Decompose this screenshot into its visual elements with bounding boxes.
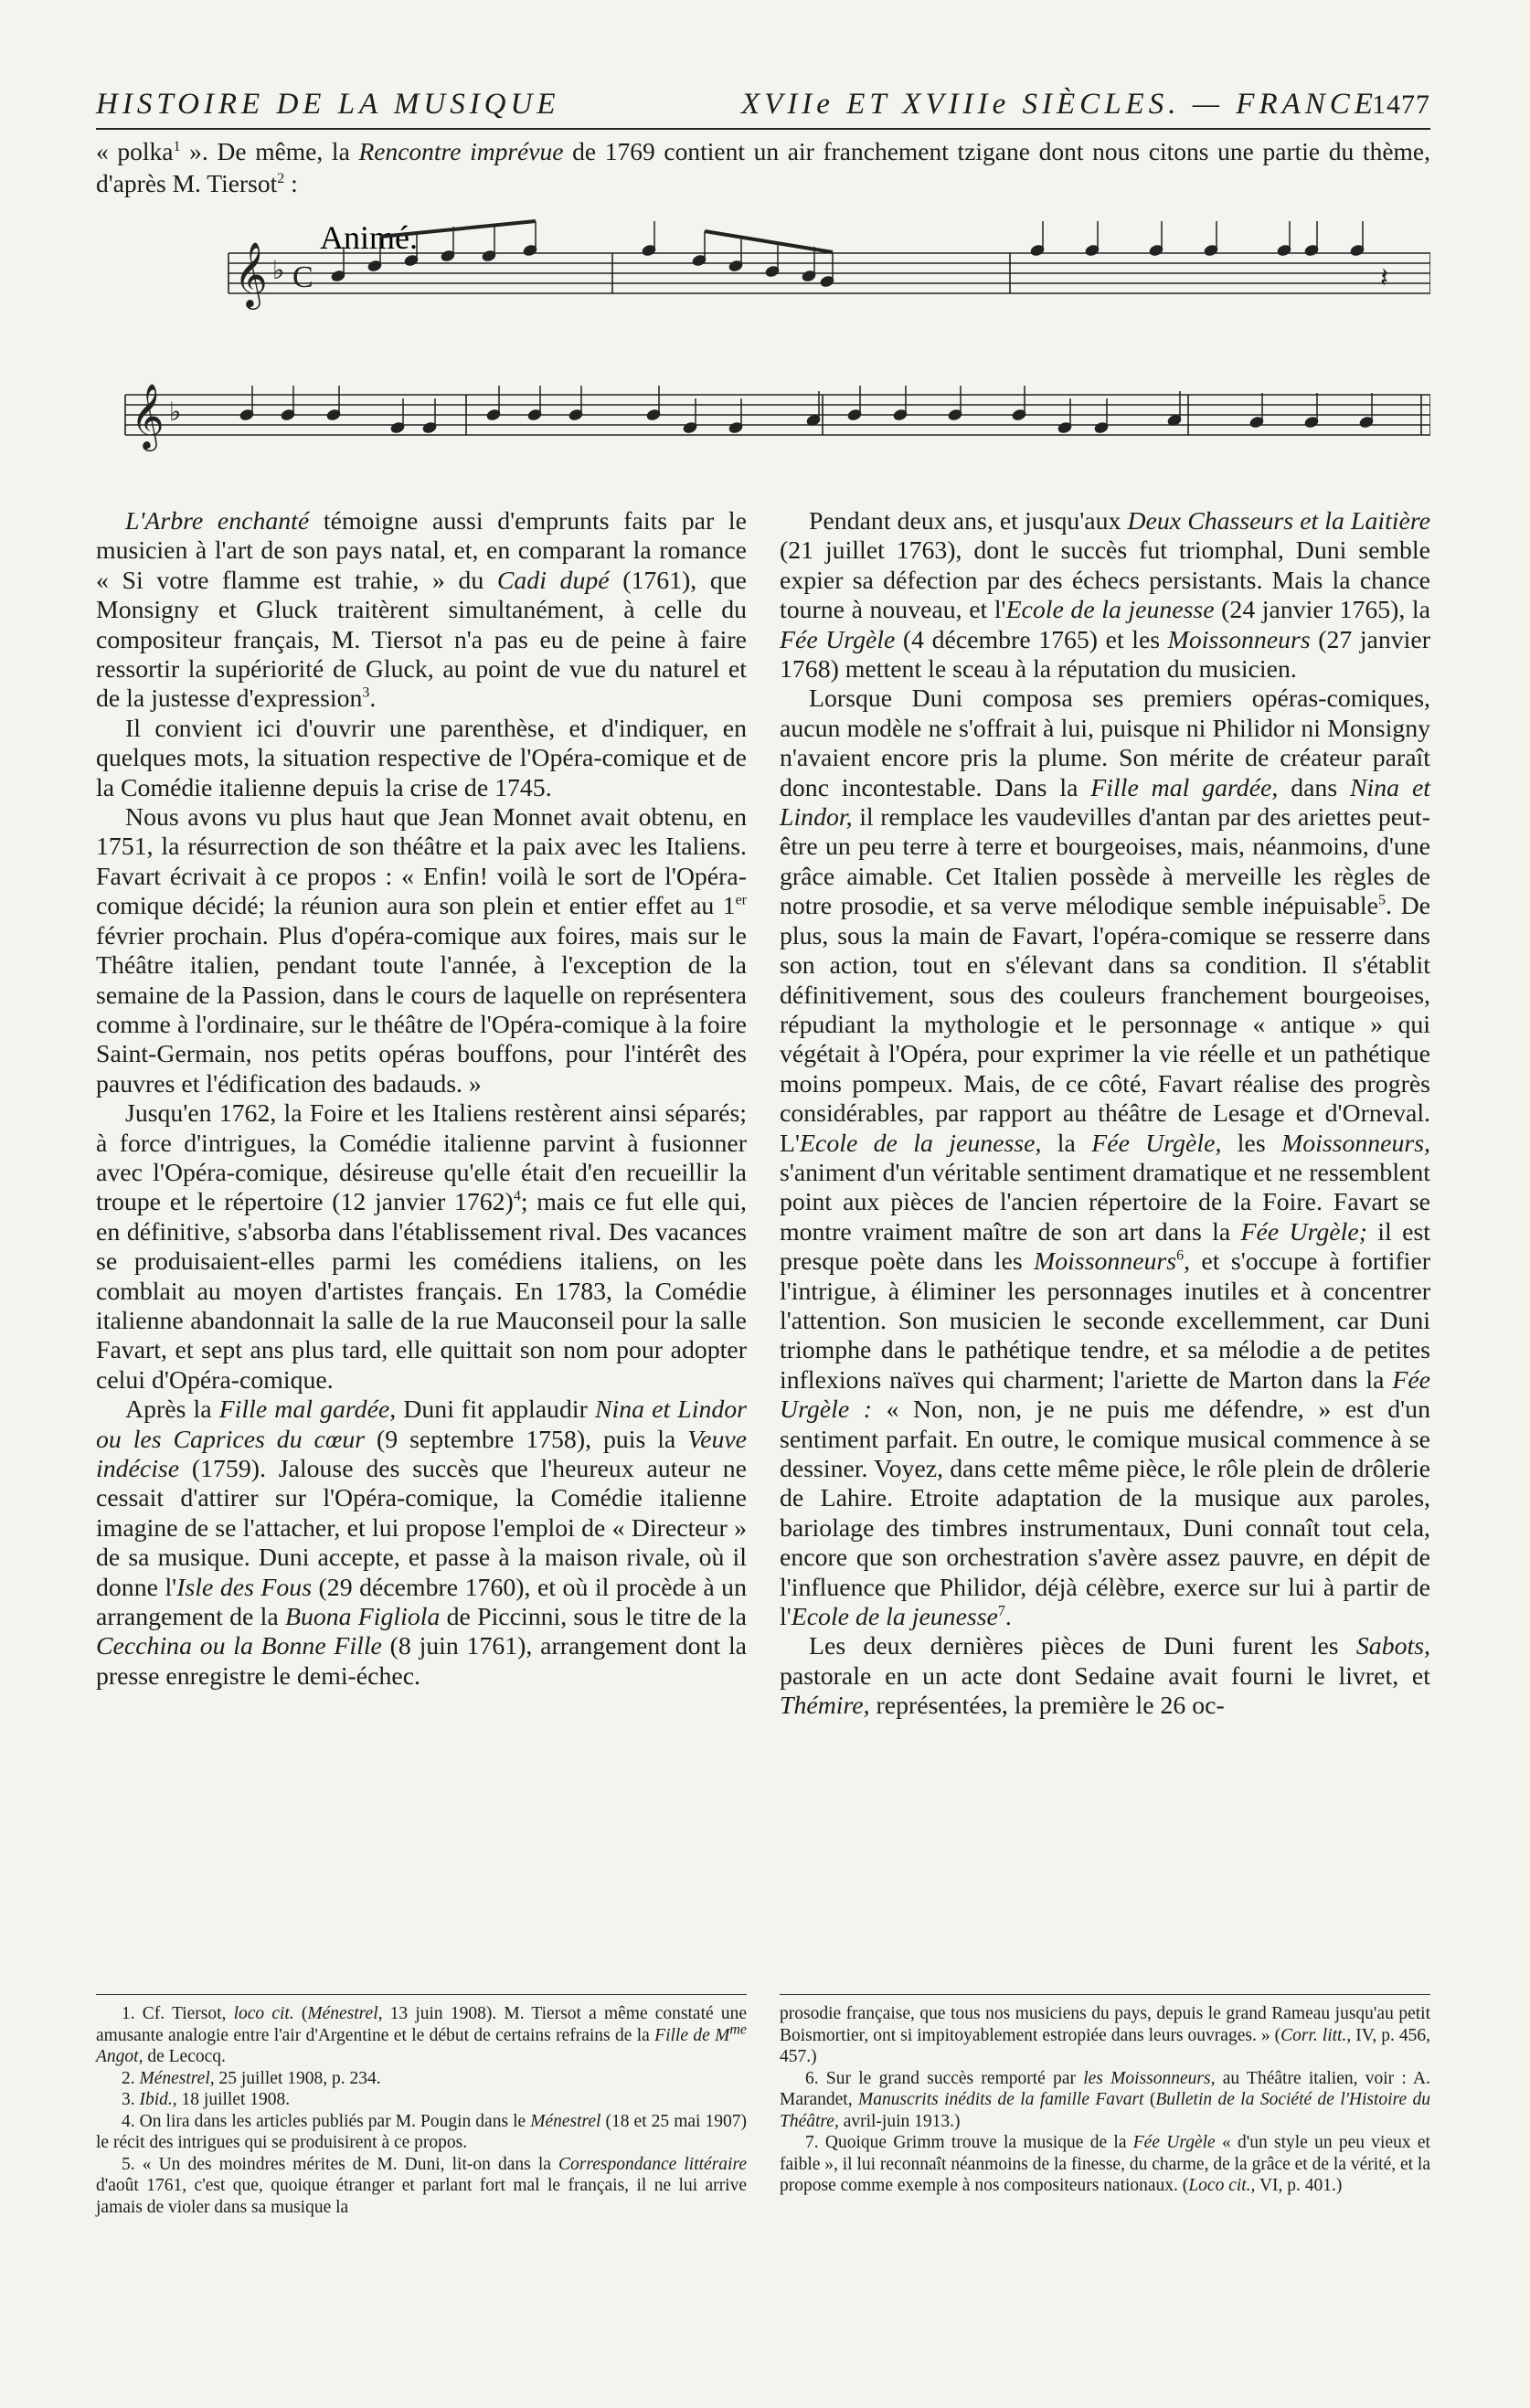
left-footnotes: 1. Cf. Tiersot, loco cit. (Ménestrel, 13 juin 1908). M. Tiersot a même constaté une amusante analogie entre l'air d'Argentine et le début de certains refrains de la Fille de $M^{me}$ Angot, de Lecocq. 2. Ménestrel, 25 juillet 1908, p. 234. 3. Ibid., 18 juillet 1908. 4. On lira dans les articles publiés par M. Pougin dans le Ménestrel (18 et 25 mai 1907) le récit des intrigues qui se produisirent à ce propos. 5. « Un des moindres mérites de M. Duni, lit-on dans la Correspondance littéraire d'août 1761, c'est que, quoique étranger et parlant fort mal le français, il ne lui arrive jamais de violer dans sa musique la [96,2004,748,2217]
intro-paragraph: « polka$^1$ ». De même, la Rencontre imprévue de 1769 contient un air franchement tzigane dont nous citons une partie du thème, d'après M. Tiersot$^2$ : [96,137,1431,197]
left-column: L'Arbre enchanté témoigne aussi d'emprunts faits par le musicien à l'art de son pays natal, et, en comparant la romance « Si votre flamme est trahie, » du Cadi dupé (1761), que Monsigny et Gluck traitèrent simultanément, à celle du compositeur français, M. Tiersot n'a pas eu de peine à faire ressortir la supériorité de Gluck, au point de vue du naturel et de la justesse d'expression$^3$. Il convient ici d'ouvrir une parenthèse, et d'indiquer, en quelques mots, la situation respective de l'Opéra-comique et de la Comédie italienne depuis la crise de 1745. Nous avons vu plus haut que Jean Monnet avait obtenu, en 1751, la résurrection de son théâtre et la paix avec les Italiens. Favart écrivait à ce propos : « Enfin! voilà le sort de l'Opéra-comique décidé; la réunion aura son plein et entier effet au 1er février prochain. Plus d'opéra-comique aux foires, mais sur le Théâtre italien, pendant toute l'année, à l'exception de la semaine de la Passion, dans le cours de laquelle on représentera comme à l'ordinaire, sur le théâtre de l'Opéra-comique à la foire Saint-Germain, nos petits opéras bouffons, pour l'intérêt des pauvres et l'édification des badauds. » Jusqu'en 1762, la Foire et les Italiens restèrent ainsi séparés; à force d'intrigues, la Comédie italienne parvint à fusionner avec l'Opéra-comique, désireuse qu'elle était d'en recueillir la troupe et le répertoire (12 janvier 1762)$^4$; mais ce fut elle qui, en définitive, s'absorba dans l'établissement rival. Des vacances se produisaient-elles parmi les comédiens italiens, on les comblait au moyen d'artistes français. En 1783, la Comédie italienne abandonnait la salle de la rue Mauconseil pour la salle Favart, et sept ans plus tard, elle quittait son nom pour adopter celui d'Opéra-comique. Après la Fille mal gardée, Duni fit applaudir Nina et Lindor ou les Caprices du cœur (9 septembre 1758), puis la Veuve indécise (1759). Jalouse des succès que l'heureux auteur ne cessait d'attirer sur l'Opéra-comique, la Comédie italienne imagine de se l'attacher, et lui propose l'emploi de « Directeur » de sa musique. Duni accepte, et passe à la maison rivale, où il donne l'Isle des Fous (29 décembre 1760), et où il procède à un arrangement de la Buona Figliola de Piccinni, sous le titre de la Cecchina ou la Bonne Fille (8 juin 1761), arrangement dont la presse enregistre le demi-échec. [96,507,748,1691]
header-left-title: HISTOIRE DE LA MUSIQUE [96,88,560,121]
tempo-marking: Animé. [320,219,418,256]
header-right-title: XVIIe ET XVIIIe SIÈCLES. — FRANCE [741,88,1377,121]
music-score [96,203,1430,492]
svg-text:C: C [292,260,313,294]
svg-text:𝄞: 𝄞 [234,240,268,307]
svg-text:♭: ♭ [272,255,285,285]
header-rule [96,128,1430,130]
running-header [96,84,1430,126]
right-footnotes: prosodie française, que tous nos musiciens du pays, depuis le grand Rameau jusqu'au petit Boismortier, ont si impitoyablement estropiée dans leurs ouvrages. » (Corr. litt., IV, p. 456, 457.) 6. Sur le grand succès remporté par les Moissonneurs, au Théâtre italien, voir : A. Marandet, Manuscrits inédits de la famille Favart (Bulletin de la Société de l'Histoire du Théâtre, avril-juin 1913.) 7. Quoique Grimm trouve la musique de la Fée Urgèle « d'un style un peu vieux et faible », il lui reconnaît néanmoins de la finesse, du charme, de la grâce et de la vérité, et la propose comme exemple à nos compositeurs nationaux. (Loco cit., VI, p. 401.) [780,2004,1431,2195]
svg-text:𝄞: 𝄞 [131,382,165,449]
footnote-rule-right [780,1994,1430,1995]
svg-text:♭: ♭ [169,397,182,427]
svg-text:𝄽: 𝄽 [1380,262,1389,294]
right-column: Pendant deux ans, et jusqu'aux Deux Chasseurs et la Laitière (21 juillet 1763), dont le succès fut triomphal, Duni semble expier sa défection par des échecs persistants. Mais la chance tourne à nouveau, et l'Ecole de la jeunesse (24 janvier 1765), la Fée Urgèle (4 décembre 1765) et les Moissonneurs (27 janvier 1768) mettent le sceau à la réputation du musicien. Lorsque Duni composa ses premiers opéras-comiques, aucun modèle ne s'offrait à lui, puisque ni Philidor ni Monsigny n'avaient encore pris la plume. Son mérite de créateur paraît donc incontestable. Dans la Fille mal gardée, dans Nina et Lindor, il remplace les vaudevilles d'antan par des ariettes peut-être un peu terre à terre et bourgeoises, mais, néanmoins, d'une grâce aimable. Cet Italien possède à merveille les règles de notre prosodie, et sa verve mélodique semble inépuisable$^5$. De plus, sous la main de Favart, l'opéra-comique se resserre dans son action, tout en s'élevant dans sa condition. Il s'établit définitivement, sous des couleurs franchement bourgeoises, répudiant la mythologie et le personnage « antique » qui végétait à l'Opéra, pour exprimer la vie réelle et un pathétique moins pompeux. Mais, de ce côté, Favart réalise des progrès considérables, par rapport au théâtre de Lesage et d'Orneval. L'Ecole de la jeunesse, la Fée Urgèle, les Moissonneurs, s'animent d'un véritable sentiment dramatique et ne ressemblent point aux pièces de l'ancien répertoire de la Foire. Favart se montre vraiment maître de son art dans la Fée Urgèle; il est presque poète dans les Moissonneurs$^6$, et s'occupe à fortifier l'intrigue, à éliminer les personnages inutiles et à concentrer l'attention. Son musicien le seconde excellemment, car Duni triomphe dans le pathétique tendre, et sa mélodie a de petites inflexions naïves qui charment; l'ariette de Marton dans la Fée Urgèle : « Non, non, je ne puis me défendre, » est d'un sentiment parfait. En outre, le comique musical commence à se dessiner. Voyez, dans cette même pièce, le rôle plein de drôlerie de Lahire. Etroite adaptation de la musique aux paroles, bariolage des timbres instrumentaux, Duni connaît tout cela, encore que son orchestration s'avère assez pauvre, en dépit de l'influence que Philidor, déjà célèbre, exerce sur lui à partir de l'Ecole de la jeunesse$^7$. Les deux dernières pièces de Duni furent les Sabots, pastorale en un acte dont Sedaine avait fourni le livret, et Thémire, représentées, la première le 26 oc- [780,507,1431,1721]
footnote-rule-left [96,1994,747,1995]
page-number: 1477 [1372,90,1430,120]
